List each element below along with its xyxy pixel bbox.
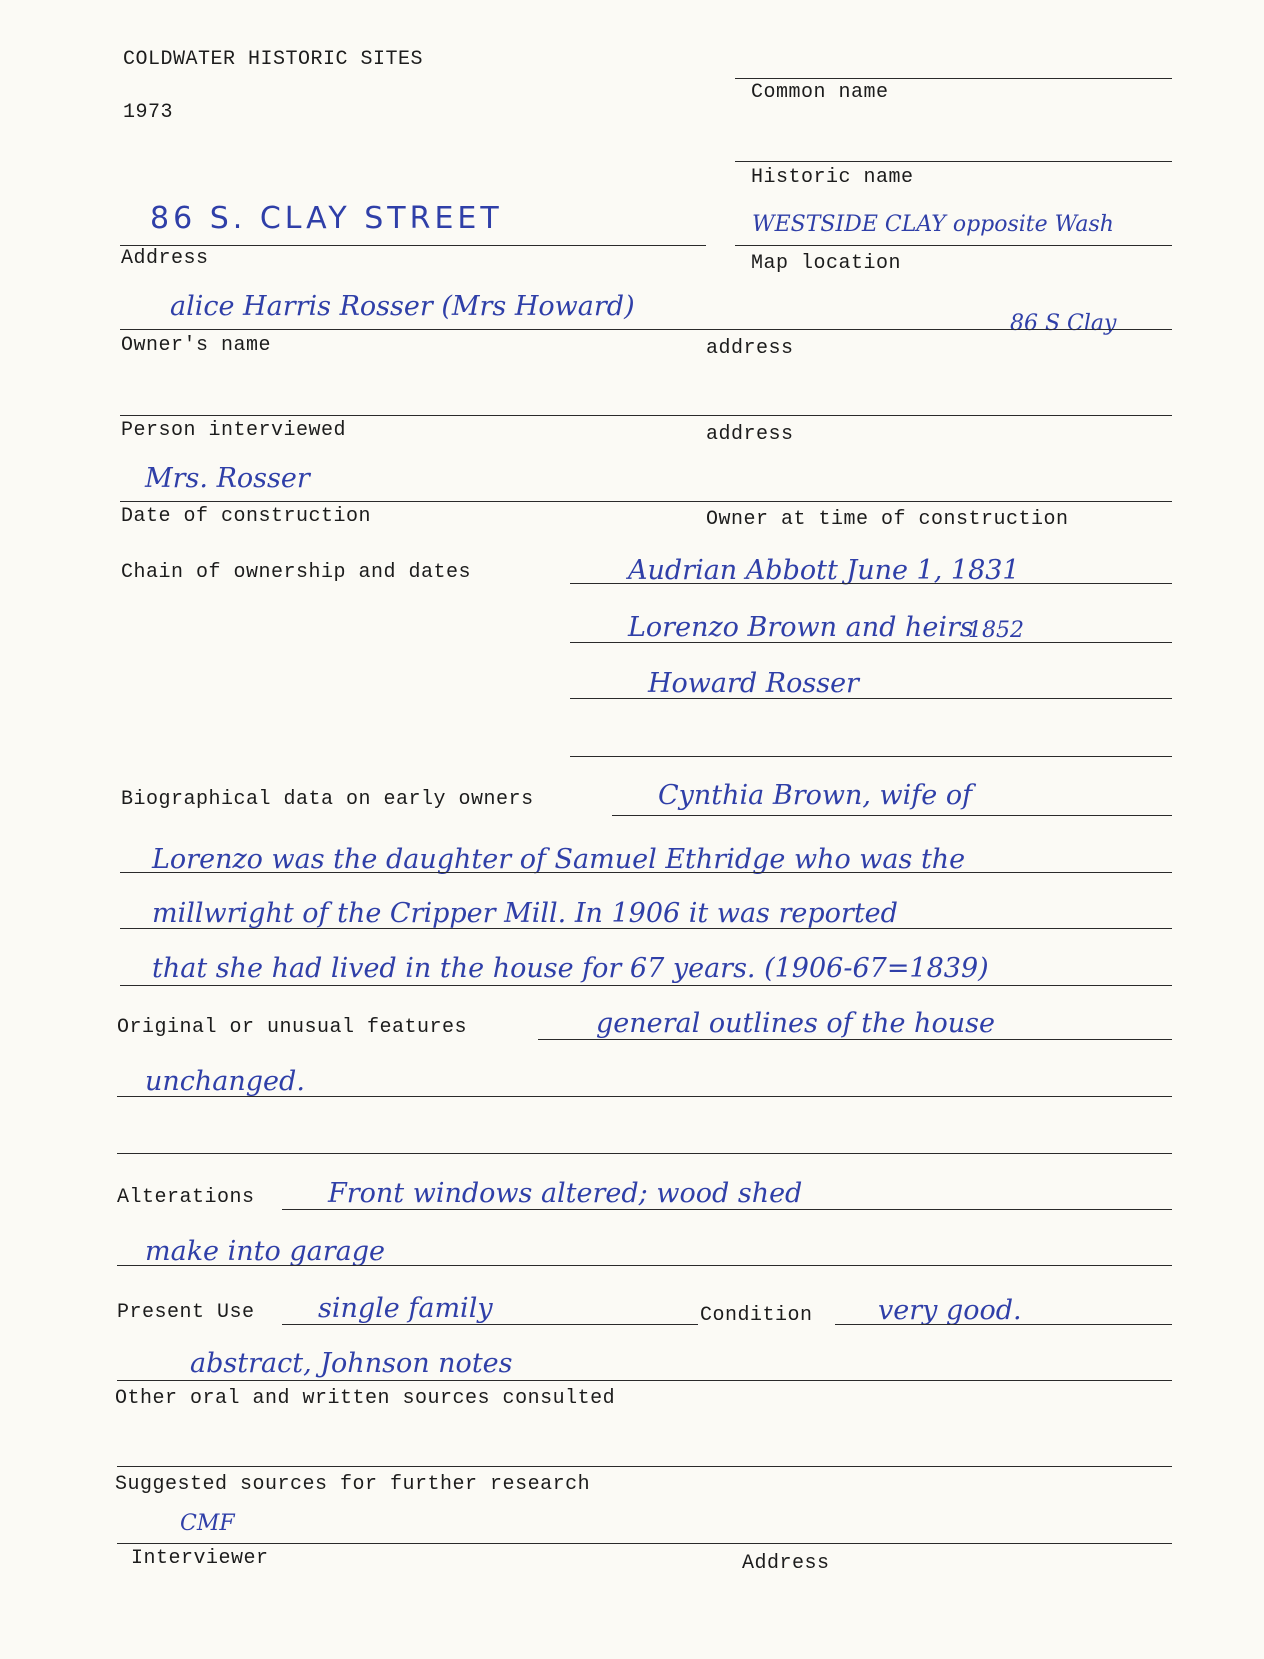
original-features-rule-3 [117, 1153, 1172, 1154]
alterations-line-2: make into garage [145, 1236, 385, 1267]
chain-entry-2: Lorenzo Brown and heirs [628, 612, 974, 643]
date-of-construction-value: Mrs. Rosser [145, 463, 310, 494]
original-features-label: Original or unusual features [117, 1016, 468, 1039]
suggested-sources-rule [117, 1466, 1172, 1467]
map-location-line [735, 245, 1172, 246]
original-features-line-2: unchanged. [145, 1066, 305, 1097]
chain-line-3 [570, 698, 1172, 699]
address-value: 86 S. CLAY STREET [150, 201, 503, 236]
address-line [120, 245, 706, 246]
owners-name-label: Owner's name [121, 334, 272, 357]
original-features-rule-1 [538, 1039, 1172, 1040]
date-of-construction-line [120, 501, 1172, 502]
present-use-label: Present Use [117, 1301, 255, 1324]
interviewer-rule [117, 1543, 1172, 1544]
condition-label: Condition [700, 1304, 813, 1327]
person-interviewed-label: Person interviewed [121, 419, 347, 442]
map-location-value: WESTSIDE CLAY opposite Wash [752, 212, 1114, 237]
chain-line-2 [570, 642, 1172, 643]
person-interviewed-line [120, 415, 1172, 416]
interviewer-label: Interviewer [131, 1547, 269, 1570]
alterations-rule-2 [117, 1265, 1172, 1266]
person-address-label: address [706, 423, 794, 446]
owner-at-construction-label: Owner at time of construction [706, 508, 1069, 531]
other-sources-rule [117, 1380, 1172, 1381]
chain-line-4 [570, 756, 1172, 757]
chain-entry-2-date: 1852 [968, 618, 1024, 643]
historic-name-label: Historic name [751, 166, 914, 189]
original-features-line-1: general outlines of the house [596, 1008, 995, 1039]
chain-of-ownership-label: Chain of ownership and dates [121, 561, 472, 584]
interviewer-address-label: Address [742, 1552, 830, 1575]
condition-value: very good. [878, 1295, 1022, 1326]
common-name-label: Common name [751, 81, 889, 104]
date-of-construction-label: Date of construction [121, 505, 372, 528]
alterations-rule-1 [282, 1209, 1172, 1210]
owners-name-line [120, 329, 1172, 330]
suggested-sources-label: Suggested sources for further research [115, 1473, 591, 1496]
address-label: Address [121, 247, 209, 270]
present-use-value: single family [318, 1293, 493, 1324]
historic-name-line [735, 161, 1172, 162]
biographical-line-3: millwright of the Cripper Mill. In 1906 it was reported [152, 898, 898, 929]
original-features-rule-2 [117, 1096, 1172, 1097]
biographical-line-2: Lorenzo was the daughter of Samuel Ethridge who was the [152, 844, 966, 875]
form-year: 1973 [123, 101, 174, 124]
chain-entry-1: Audrian Abbott June 1, 1831 [628, 555, 1020, 586]
biographical-rule-4 [120, 985, 1172, 986]
map-location-label: Map location [751, 252, 902, 275]
other-sources-label: Other oral and written sources consulted [115, 1387, 616, 1410]
biographical-line-1: Cynthia Brown, wife of [658, 780, 973, 811]
condition-rule [835, 1324, 1172, 1325]
chain-entry-3: Howard Rosser [648, 668, 859, 699]
other-sources-value: abstract, Johnson notes [190, 1348, 513, 1379]
alterations-label: Alterations [117, 1186, 255, 1209]
biographical-label: Biographical data on early owners [121, 788, 534, 811]
interviewer-value: CMF [180, 1511, 235, 1536]
common-name-line [735, 78, 1172, 79]
present-use-rule [282, 1324, 698, 1325]
alterations-line-1: Front windows altered; wood shed [328, 1178, 803, 1209]
biographical-line-4: that she had lived in the house for 67 years. (1906-67=1839) [152, 953, 989, 984]
owner-address-label: address [706, 337, 794, 360]
form-title: COLDWATER HISTORIC SITES [123, 48, 424, 71]
biographical-rule-3 [120, 928, 1172, 929]
biographical-rule-2 [120, 872, 1172, 873]
owners-name-value: alice Harris Rosser (Mrs Howard) [170, 291, 635, 322]
chain-line-1 [570, 583, 1172, 584]
biographical-rule-1 [612, 815, 1172, 816]
owner-address-value: 86 S Clay [1010, 311, 1117, 336]
